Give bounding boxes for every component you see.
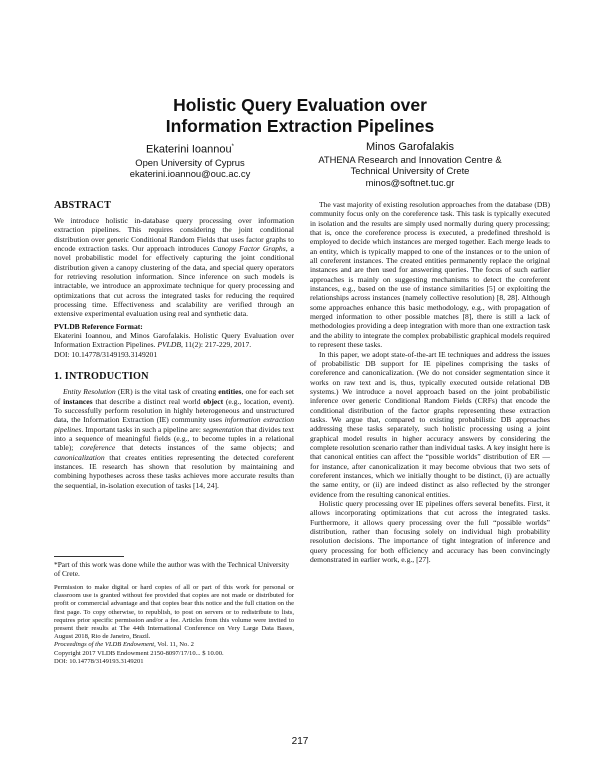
author-footnote-mark: * (231, 144, 234, 150)
intro-term: coreference (79, 443, 116, 453)
reference-italic: PVLDB (157, 340, 181, 350)
proceedings-name: Proceedings of the VLDB Endowment, (54, 641, 156, 649)
title-line-1: Holistic Query Evaluation over (173, 95, 427, 115)
proceedings-line (54, 641, 294, 649)
intro-term: information extraction pipelines (54, 415, 294, 434)
intro-text: , one for each set of (54, 387, 294, 406)
author-block-1 (95, 141, 285, 179)
right-paragraph-1: The vast majority of existing resolution approaches from the database (DB) community focus only on the coreference task. This task is typically executed in isolation and the results are simply used normally during query processing; that is, once the coreference process is executed, a predefined threshold is employed to decide which instances are merged together. Each merge leads to an entity, which is typically mapped to one of the instances or to the union of all coreferent instances. The created entities permanently replace the original instances and are then used for answering queries. The focus of such earlier approaches is mainly on suggesting mechanisms to detect the coreferent instances, e.g., based on the use of instance similarities [5] or exploiting the relationships across instances (namely collective resolution) [8, 28]. Although some approaches enhance this basic methodology, e.g., with propagation of merged information to other possible matches [8], there is still a lack of methodologies providing a deep integration with more than one extraction task and the ability to integrate the complex probabilistic graphical models required to represent these tasks. (310, 200, 550, 350)
intro-text: that creates entities representing the detected coreferent instances. IE research has shown that resolution by maintaining and combining hypotheses across these tasks achieves more accurate results than the sequential, in-isolation execution of tasks [14, 24]. (54, 452, 294, 490)
author-name: Ekaterini Ioannou (146, 143, 232, 156)
abstract-text-part: , a novel probabilistic model for effectively capturing the joint conditional distribution given a canopy clustering of the data, and special query operators for retrieving resolution information. Since inference on such models is intractable, we introduce an approximate technique for query processing and optimizations that cut across the integrated tasks for reducing the required processing time. Effectiveness and scalability are verified through an extensive experimental evaluation using real and synthetic data. (54, 244, 295, 319)
right-column (310, 200, 550, 564)
intro-text: (e.g., location, event). To successfully perform resolution in highly heterogeneous and unstructured data, the Information Extraction (IE) community uses (54, 396, 294, 425)
reference-text-part: , 11(2): 217-229, 2017. (180, 340, 252, 350)
intro-term: canonicalization (54, 452, 105, 462)
author-affiliation-line-2: Technical University of Crete (350, 165, 470, 177)
permission-notice: Permission to make digital or hard copies of all or part of this work for personal or classroom use is granted without fee provided that copies are not made or distributed for profit or commercial advantage and that copies bear this notice and the full citation on the first page. To copy otherwise, to republish, to post on servers or to redistribute to lists, requires prior specific permission and/or a fee. Articles from this volume were invited to present their results at The 44th International Conference on Very Large Data Bases, August 2018, Rio de Janeiro, Brazil. (54, 584, 294, 641)
title-line-2: Information Extraction Pipelines (165, 116, 435, 136)
intro-text: (ER) is the vital task of creating (115, 387, 219, 397)
author-block-2 (300, 141, 520, 188)
abstract-italic: Canopy Factor Graphs (212, 244, 286, 254)
reference-text-part: Ekaterini Ioannou, and Minos Garofalakis. Holistic Query Evaluation over Information Extraction Pipelines. (54, 331, 294, 350)
intro-term: Entity Resolution (63, 387, 116, 397)
right-paragraph-2: In this paper, we adopt state-of-the-art IE techniques and address the issues of probabilistic DB support for IE pipelines comprising the tasks of coreference and canonicalization. (We do not consider segmentation since it works on raw text and is, thus, typically executed outside relational DB systems.) We introduce a novel approach based on the joint probabilistic inference over generic Conditional Random Fields (CRFs) that encode the conditional distribution of the factor graphs representing these extraction tasks. We argue that, compared to existing probabilistic DB approaches addressing these tasks separately, such holistic processing using a joint graphical model results in higher accuracy answers by considering the complete resolution scenario rather than individual tasks. A key insight here is that canonical entities can affect the “possible worlds” distribution of ER — for instance, after canonicalization it may become obvious that two sets of coreferent instances, which we initially thought to be distinct, (i) are actually the same entity, or (ii) are indeed distinct as also reflected by the stronger evidence from the resulting canonical entities. (310, 349, 550, 499)
author-affiliation-line-1: ATHENA Research and Innovation Centre & (318, 154, 502, 165)
abstract-text-part: We introduce holistic in-database query processing over information extraction pipelines. This requires considering the joint conditional distribution over generic Conditional Random Fields that uses factor graphs to encode extraction tasks. Our approach introduces (54, 216, 294, 254)
footer-doi: DOI: 10.14778/3149193.3149201 (54, 657, 144, 665)
page-number: 217 (291, 736, 309, 747)
intro-text: that describe a distinct real world (92, 396, 204, 406)
proceedings-volume: Vol. 11, No. 2 (155, 641, 194, 649)
author-affiliation: Open University of Cyprus (135, 156, 245, 168)
copyright-line: Copyright 2017 VLDB Endowment 2150-8097/17/10... $ 10.00. (54, 649, 224, 657)
reference-format-heading: PVLDB Reference Format: (54, 321, 143, 331)
intro-text: that divides text into a sequence of meaningful fields (e.g., to become tuples in a relational table); (54, 424, 295, 453)
author-footnote: *Part of this work was done while the author was with the Technical University of Crete. (54, 560, 290, 578)
intro-term: object (203, 396, 224, 406)
footnote-divider (54, 556, 124, 557)
intro-heading: 1. INTRODUCTION (54, 371, 149, 383)
intro-term: entities (218, 387, 242, 397)
intro-paragraph-1 (54, 387, 294, 490)
left-column (54, 200, 294, 490)
author-name: Minos Garofalakis (365, 141, 455, 153)
intro-term: segmentation (202, 424, 244, 434)
intro-text: . Important tasks in such a pipeline are: (81, 424, 203, 434)
abstract-text (54, 216, 294, 319)
intro-term: instances (63, 396, 93, 406)
paper-title (0, 95, 600, 137)
author-email: ekaterini.ioannou@ouc.ac.cy (129, 167, 251, 179)
abstract-heading: ABSTRACT (54, 200, 112, 211)
footnotes (54, 560, 294, 666)
reference-format-text (54, 331, 294, 350)
intro-text: that detects instances of the same objects; and (115, 443, 294, 453)
right-paragraph-3: Holistic query processing over IE pipelines offers several benefits. First, it allows incorporating optimizations that cut across the integrated tasks. Furthermore, it allows query processing over the full “possible worlds” distribution, rather than focusing solely on individual high probability resolution decisions. The importance of tight integration of inference and query processing for both efficiency and accuracy has been convincingly demonstrated in earlier work, e.g., [27]. (310, 499, 550, 565)
reference-doi: DOI: 10.14778/3149193.3149201 (54, 349, 158, 359)
author-email: minos@softnet.tuc.gr (365, 176, 455, 188)
